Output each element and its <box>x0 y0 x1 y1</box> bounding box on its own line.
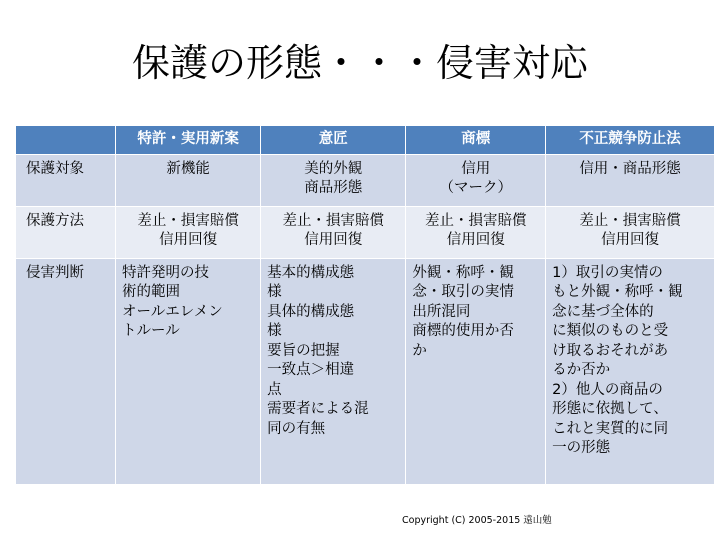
table-cell <box>546 154 715 206</box>
cell-text-line: 信用回復 <box>304 232 363 248</box>
cell-text-line: 差止・損害賠償 <box>579 212 681 229</box>
cell-text-line: もと外観・称呼・観 <box>552 284 683 300</box>
table-cell <box>406 154 546 206</box>
row-label: 保護方法 <box>16 206 116 258</box>
cell-text-line: 同の有無 <box>267 420 326 437</box>
row-label: 保護対象 <box>16 154 116 206</box>
header-cell-trademark: 商標 <box>406 126 546 155</box>
cell-text-line: 術的範囲 <box>122 284 180 300</box>
cell-text-line: 基本的構成態 <box>267 264 355 281</box>
cell-text-line: 様 <box>267 284 282 300</box>
table-cell <box>261 206 406 258</box>
cell-text-line: 念・取引の実情 <box>412 284 514 300</box>
cell-text-line: 形態に依拠して、 <box>552 401 668 417</box>
cell-text-line: 美的外観 <box>304 160 363 177</box>
cell-text-line: 差止・損害賠償 <box>137 212 239 229</box>
cell-text-line: 具体的構成態 <box>267 303 355 320</box>
header-cell-patent: 特許・実用新案 <box>116 126 261 155</box>
table-cell <box>261 258 406 484</box>
row-infringement-judgment <box>16 258 715 484</box>
table-cell <box>406 206 546 258</box>
header-cell-blank <box>16 126 116 155</box>
cell-text-line: オールエレメン <box>122 303 223 320</box>
header-row <box>16 126 715 155</box>
table-cell <box>546 206 715 258</box>
table-cell <box>546 258 715 484</box>
header-cell-unfair-competition: 不正競争防止法 <box>546 126 715 155</box>
cell-text-line: け取るおそれがあ <box>552 342 669 359</box>
cell-text-line: 様 <box>267 323 282 339</box>
slide-title: 保護の形態・・・侵害対応 <box>131 41 588 85</box>
cell-text-line: 信用回復 <box>446 232 505 248</box>
cell-text-line: 差止・損害賠償 <box>282 212 384 229</box>
cell-text-line: に類似のものと受 <box>552 323 669 339</box>
row-protection-target <box>16 154 715 206</box>
cell-text-line: 信用回復 <box>159 232 218 248</box>
cell-text-line: これと実質的に同 <box>552 420 669 437</box>
cell-text-line: （マーク） <box>439 180 512 196</box>
cell-text-line: 信用回復 <box>601 232 660 248</box>
table-cell <box>116 154 261 206</box>
cell-text-line: 一致点＞相違 <box>267 362 355 378</box>
cell-text-line: 信用・商品形態 <box>579 160 681 177</box>
table-cell <box>116 206 261 258</box>
cell-text-line: トルール <box>122 323 180 339</box>
row-label: 侵害判断 <box>16 258 116 484</box>
cell-text-line: 新機能 <box>166 160 210 177</box>
cell-text-line: 出所混同 <box>412 303 471 320</box>
cell-text-line: 需要者による混 <box>267 401 369 417</box>
cell-text-line: 念に基づ全体的 <box>552 303 654 320</box>
cell-text-line: 商品形態 <box>304 180 363 196</box>
cell-text-line: 一の形態 <box>552 440 611 456</box>
cell-text-line: か <box>412 342 427 359</box>
table-cell <box>261 154 406 206</box>
comparison-table <box>15 125 715 485</box>
cell-text-line: 1）取引の実情の <box>552 264 663 281</box>
row-protection-method <box>16 206 715 258</box>
cell-text-line: 差止・損害賠償 <box>424 212 527 229</box>
cell-text-line: 要旨の把握 <box>267 342 340 359</box>
table-cell <box>116 258 261 484</box>
cell-text-line: 商標的使用か否 <box>412 323 514 339</box>
cell-text-line: 点 <box>267 381 282 398</box>
cell-text-line: 外観・称呼・観 <box>412 264 514 281</box>
cell-text-line: 特許発明の技 <box>122 264 209 281</box>
copyright-notice: Copyright (C) 2005-2015 遠山勉 <box>402 515 552 526</box>
cell-text-line: 信用 <box>461 160 491 177</box>
cell-text-line: 2）他人の商品の <box>552 381 663 398</box>
header-cell-design: 意匠 <box>261 126 406 155</box>
cell-text-line: るか否か <box>552 362 611 378</box>
table-cell <box>406 258 546 484</box>
